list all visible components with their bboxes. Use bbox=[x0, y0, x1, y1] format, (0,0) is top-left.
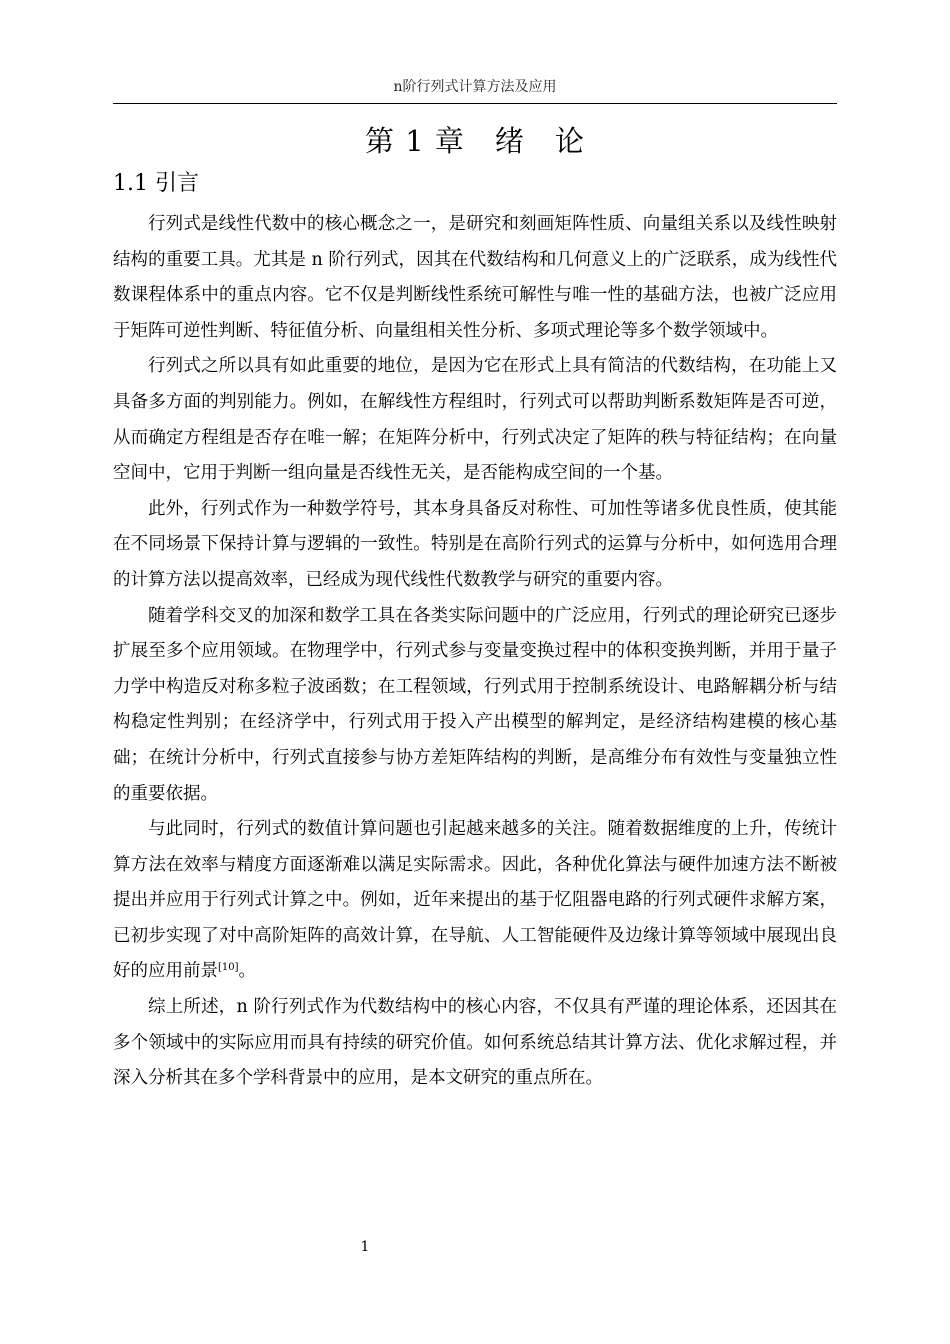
paragraph-2: 行列式之所以具有如此重要的地位，是因为它在形式上具有简洁的代数结构，在功能上又具备多方面的判别能力。例如，在解线性方程组时，行列式可以帮助判断系数矩阵是否可逆，从而确定方程组是否存在唯一解；在矩阵分析中，行列式决定了矩阵的秩与特征结构；在向量空间中，它用于判断一组向量是否线性无关，是否能构成空间的一个基。 bbox=[113, 356, 837, 484]
paragraph-3: 此外，行列式作为一种数学符号，其本身具备反对称性、可加性等诸多优良性质，使其能在不同场景下保持计算与逻辑的一致性。特别是在高阶行列式的运算与分析中，如何选用合理的计算方法以提高效率，已经成为现代线性代数教学与研究的重要内容。 bbox=[113, 498, 837, 590]
section-title: 1.1 引言 bbox=[113, 171, 199, 196]
running-header: n阶行列式计算方法及应用 bbox=[393, 79, 557, 95]
paragraph-6: 综上所述，n 阶行列式作为代数结构中的核心内容，不仅具有严谨的理论体系，还因其在多个领域中的实际应用而具有持续的研究价值。如何系统总结其计算方法、优化求解过程，并深入分析其在多个学科背景中的应用，是本文研究的重点所在。 bbox=[113, 997, 837, 1089]
paragraph-5-text: 与此同时，行列式的数值计算问题也引起越来越多的关注。随着数据维度的上升，传统计算方法在效率与精度方面逐渐难以满足实际需求。因此，各种优化算法与硬件加速方法不断被提出并应用于行列式计算之中。例如，近年来提出的基于忆阻器电路的行列式硬件求解方案，已初步实现了对中高阶矩阵的高效计算，在导航、人工智能硬件及边缘计算等领域中展现出良好的应用前景 bbox=[113, 819, 837, 982]
header-divider bbox=[113, 103, 837, 104]
paragraph-5-end: 。 bbox=[238, 961, 257, 982]
chapter-title: 第 1 章 绪 论 bbox=[365, 124, 585, 158]
body-text bbox=[113, 207, 837, 1097]
paragraph-5 bbox=[113, 812, 837, 990]
paragraph-1: 行列式是线性代数中的核心概念之一，是研究和刻画矩阵性质、向量组关系以及线性映射结构的重要工具。尤其是 n 阶行列式，因其在代数结构和几何意义上的广泛联系，成为线性代数课程体系中的重点内容。它不仅是判断线性系统可解性与唯一性的基础方法，也被广泛应用于矩阵可逆性判断、特征值分析、向量组相关性分析、多项式理论等多个数学领域中。 bbox=[113, 214, 837, 341]
paragraph-4: 随着学科交叉的加深和数学工具在各类实际问题中的广泛应用，行列式的理论研究已逐步扩展至多个应用领域。在物理学中，行列式参与变量变换过程中的体积变换判断，并用于量子力学中构造反对称多粒子波函数；在工程领域，行列式用于控制系统设计、电路解耦分析与结构稳定性判别；在经济学中，行列式用于投入产出模型的解判定，是经济结构建模的核心基础；在统计分析中，行列式直接参与协方差矩阵结构的判断，是高维分布有效性与变量独立性的重要依据。 bbox=[113, 605, 837, 804]
citation-reference: [10] bbox=[218, 962, 239, 974]
page-number: 1 bbox=[360, 1239, 370, 1255]
